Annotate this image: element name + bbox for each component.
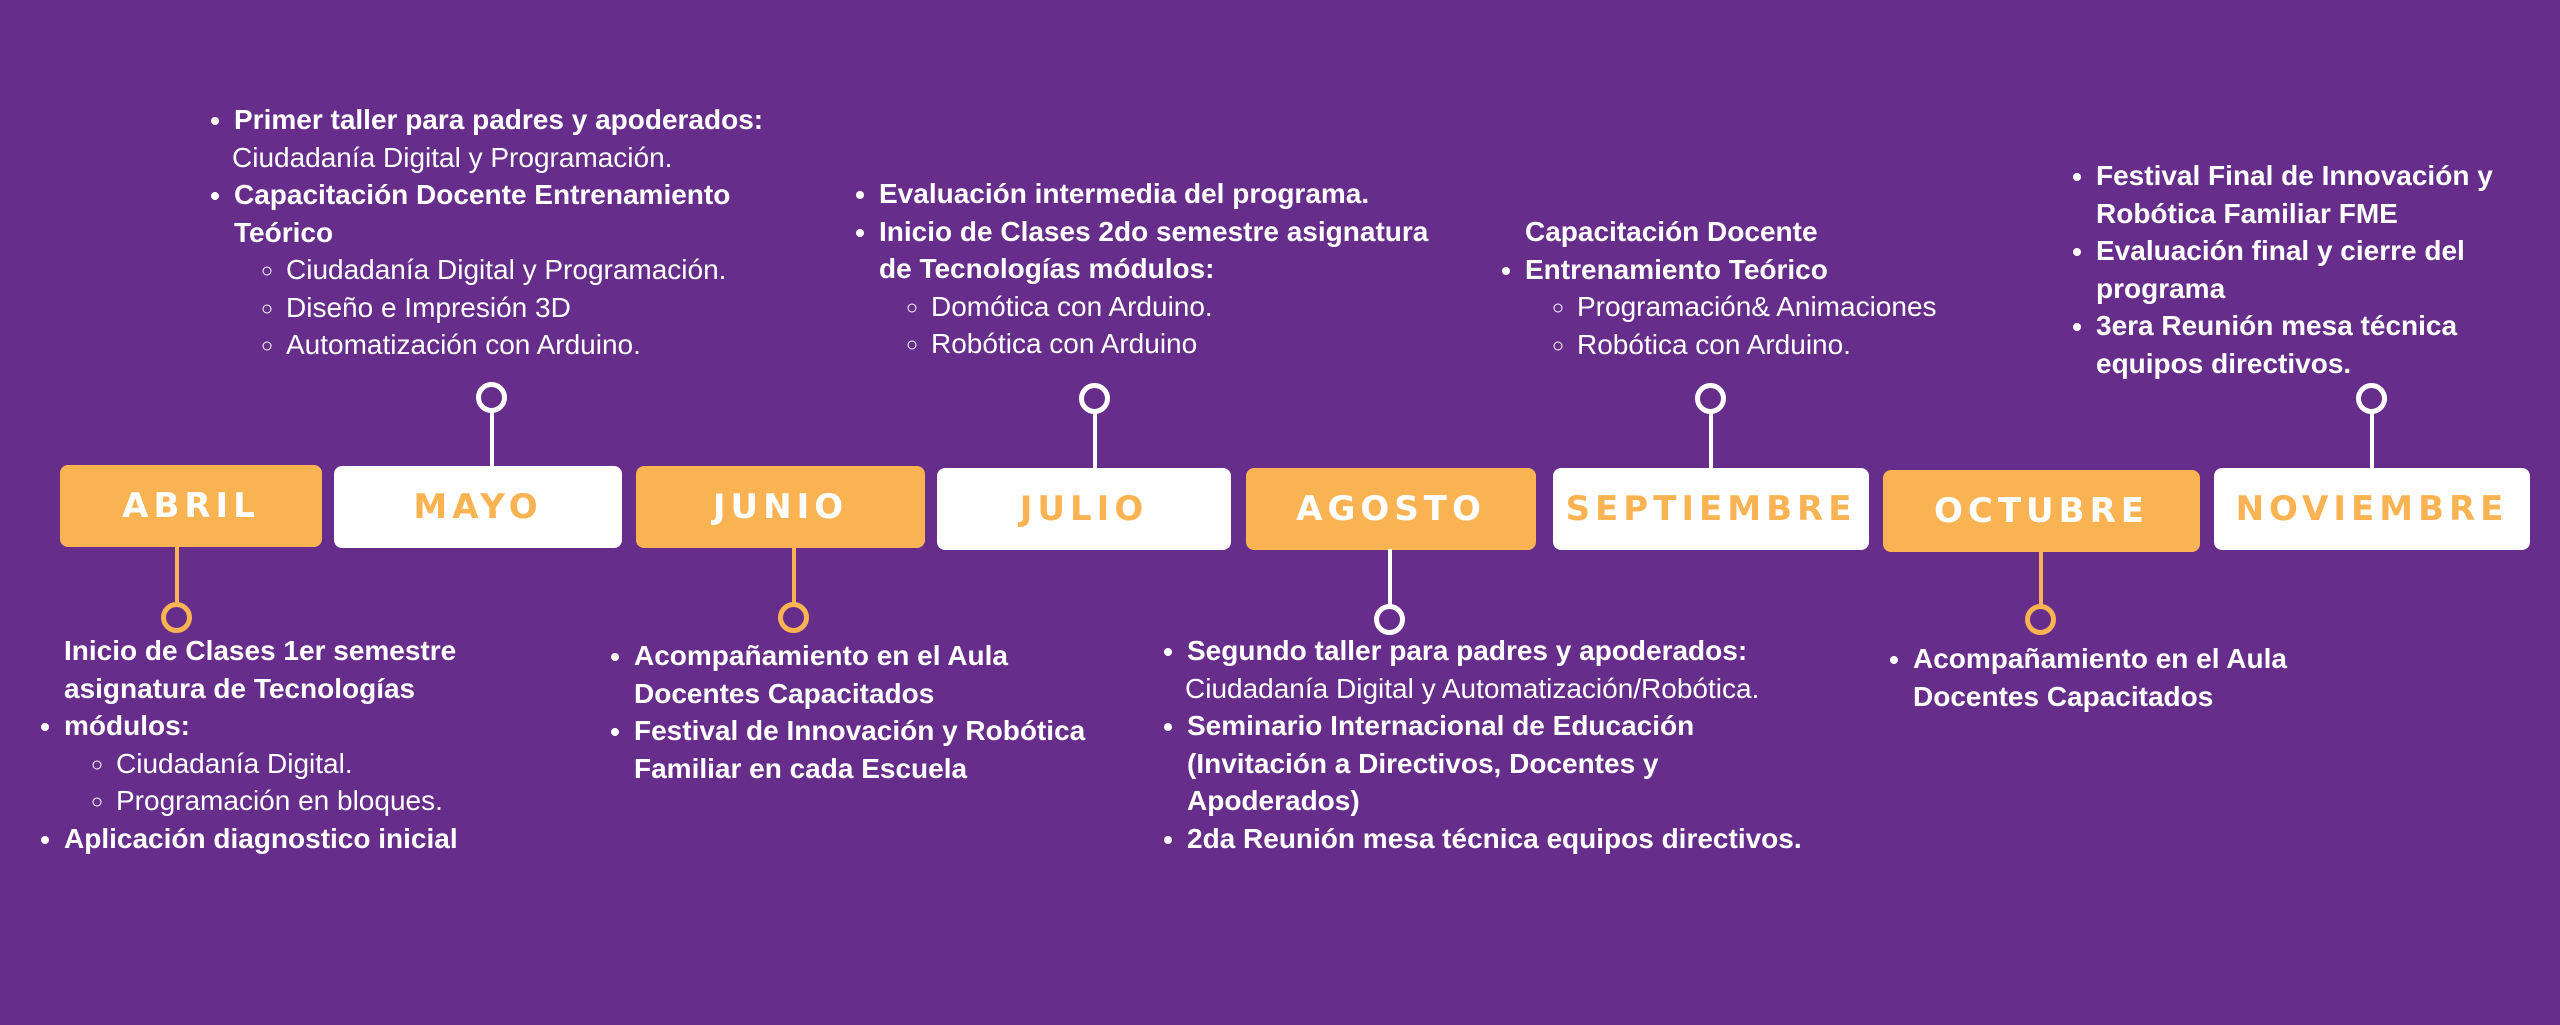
list-subitem: ◦ Robótica con Arduino. — [1577, 326, 2011, 364]
list-item: • 2da Reunión mesa técnica equipos directivos. — [1187, 820, 1833, 858]
list-item — [64, 632, 530, 820]
list-item: • Seminario Internacional de Educación (Invitación a Directivos, Docentes y Apoderados) — [1187, 707, 1747, 820]
connector-julio — [1093, 410, 1097, 469]
month-abril: ABRIL — [60, 465, 322, 547]
month-noviembre: NOVIEMBRE — [2214, 468, 2530, 550]
event-subtitle: Ciudadanía Digital y Automatización/Robótica. — [1185, 672, 1760, 704]
connector-septiembre — [1709, 410, 1713, 469]
connector-dot-octubre — [2025, 604, 2056, 635]
events-abril — [30, 632, 530, 857]
list-item: • Festival Final de Innovación y Robótica Familiar FME — [2096, 157, 2532, 232]
list-subitem: ◦ Domótica con Arduino. — [931, 288, 1465, 326]
list-item — [879, 213, 1465, 363]
list-subitem: ◦ Programación en bloques. — [116, 782, 530, 820]
list-item — [234, 101, 820, 176]
events-agosto — [1153, 632, 1833, 857]
events-junio — [600, 637, 1120, 787]
list-item: • Evaluación final y cierre del programa — [2096, 232, 2532, 307]
month-julio: JULIO — [937, 468, 1231, 550]
list-item: • Acompañamiento en el Aula Docentes Capacitados — [634, 637, 1034, 712]
connector-junio — [792, 547, 796, 606]
events-mayo — [200, 101, 820, 364]
events-octubre — [1879, 640, 2339, 715]
event-title: Capacitación Docente Entrenamiento Teórico — [234, 179, 731, 248]
month-mayo: MAYO — [334, 466, 622, 548]
connector-octubre — [2039, 551, 2043, 608]
list-item — [1187, 632, 1833, 707]
connector-abril — [175, 546, 179, 606]
list-item — [1525, 213, 2011, 363]
month-octubre: OCTUBRE — [1883, 470, 2200, 552]
list-item: • Festival de Innovación y Robótica Familiar en cada Escuela — [634, 712, 1120, 787]
month-junio: JUNIO — [636, 466, 925, 548]
list-subitem: ◦ Automatización con Arduino. — [286, 326, 820, 364]
list-item — [234, 176, 820, 364]
events-noviembre — [2062, 157, 2532, 382]
connector-dot-septiembre — [1695, 383, 1726, 414]
list-item: • Aplicación diagnostico inicial — [64, 820, 530, 858]
connector-dot-noviembre — [2356, 383, 2387, 414]
connector-dot-mayo — [476, 382, 507, 413]
connector-dot-junio — [778, 602, 809, 633]
event-title: Inicio de Clases 1er semestre asignatura de Tecnologías módulos: — [64, 635, 457, 741]
connector-dot-abril — [161, 602, 192, 633]
event-title: Segundo taller para padres y apoderados: — [1187, 635, 1748, 666]
event-title: Primer taller para padres y apoderados: — [234, 104, 764, 135]
connector-dot-julio — [1079, 383, 1110, 414]
list-item: • 3era Reunión mesa técnica equipos directivos. — [2096, 307, 2532, 382]
event-title: Inicio de Clases 2do semestre asignatura de Tecnologías módulos: — [879, 215, 1429, 284]
list-subitem: ◦ Ciudadanía Digital y Programación. — [286, 251, 820, 289]
list-subitem: ◦ Robótica con Arduino — [931, 325, 1465, 363]
events-julio — [845, 175, 1465, 363]
list-item: • Evaluación intermedia del programa. — [879, 175, 1465, 213]
connector-mayo — [490, 410, 494, 467]
connector-noviembre — [2370, 410, 2374, 469]
events-septiembre — [1491, 213, 2011, 363]
list-subitem: ◦ Programación& Animaciones — [1577, 288, 2011, 326]
list-item: • Acompañamiento en el Aula Docentes Capacitados — [1913, 640, 2313, 715]
month-agosto: AGOSTO — [1246, 468, 1536, 550]
event-subtitle: Ciudadanía Digital y Programación. — [232, 141, 673, 173]
list-subitem: ◦ Diseño e Impresión 3D — [286, 289, 820, 327]
month-septiembre: SEPTIEMBRE — [1553, 468, 1869, 550]
event-title: Capacitación Docente Entrenamiento Teórico — [1525, 216, 1828, 285]
connector-dot-agosto — [1374, 604, 1405, 635]
connector-agosto — [1388, 549, 1392, 608]
list-subitem: ◦ Ciudadanía Digital. — [116, 745, 530, 783]
